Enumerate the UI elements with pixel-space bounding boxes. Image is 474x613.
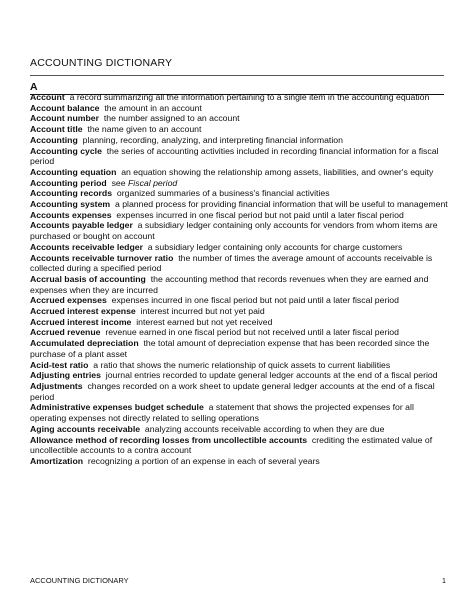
dictionary-entry xyxy=(30,327,448,338)
entry-definition: expenses incurred in one fiscal period but not paid until a later fiscal period xyxy=(106,295,399,306)
entry-term: Accrual basis of accounting xyxy=(30,273,146,284)
dictionary-entry xyxy=(30,220,448,241)
entry-term: Adjusting entries xyxy=(30,370,101,381)
entry-definition: the accounting method that records revenues when they are earned and expenses when they are incurred xyxy=(30,273,431,295)
entry-term: Accounting system xyxy=(30,199,111,210)
entry-definition: a ratio that shows the numeric relationship of quick assets to current liabilities xyxy=(88,359,391,370)
entry-definition: the series of accounting activities included in recording financial information for a fiscal period xyxy=(30,145,441,167)
entry-term: Accounts expenses xyxy=(30,209,112,220)
entry-term: Account balance xyxy=(30,102,100,113)
entry-definition: the number assigned to an account xyxy=(99,113,240,124)
entry-term: Accounting xyxy=(30,134,78,145)
entry-term: Accrued expenses xyxy=(30,295,107,306)
dictionary-entry xyxy=(30,124,448,135)
entry-term: Account number xyxy=(30,113,100,124)
entry-definition: recognizing a portion of an expense in each of several years xyxy=(83,455,320,466)
dictionary-entry xyxy=(30,146,448,167)
dictionary-entry-list xyxy=(30,92,448,467)
dictionary-entry xyxy=(30,135,448,146)
entry-term: Account xyxy=(30,92,65,102)
entry-term: Accrued interest expense xyxy=(30,306,136,317)
dictionary-entry xyxy=(30,306,448,317)
entry-term: Aging accounts receivable xyxy=(30,423,141,434)
entry-term: Accounting cycle xyxy=(30,145,102,156)
entry-definition: revenue earned in one fiscal period but not received until a later fiscal period xyxy=(100,327,399,338)
entry-definition: journal entries recorded to update general ledger accounts at the end of a fiscal period xyxy=(100,370,438,381)
dictionary-entry xyxy=(30,381,448,402)
dictionary-entry xyxy=(30,295,448,306)
entry-definition: a record summarizing all the information pertaining to a single item in the accounting equation xyxy=(64,92,430,102)
entry-definition: see xyxy=(106,177,128,188)
entry-definition: changes recorded on a work sheet to update general ledger accounts at the end of a fiscal period xyxy=(30,380,438,402)
entry-definition: analyzing accounts receivable according to when they are due xyxy=(140,423,385,434)
entry-term: Account title xyxy=(30,124,83,135)
dictionary-entry xyxy=(30,402,448,423)
footer-title: ACCOUNTING DICTIONARY xyxy=(30,576,129,585)
entry-term: Accumulated depreciation xyxy=(30,338,139,349)
entry-term: Accounts receivable turnover ratio xyxy=(30,252,174,263)
entry-term: Accounting period xyxy=(30,177,107,188)
entry-definition: a statement that shows the projected expenses for all operating expenses not directly related to selling operations xyxy=(30,402,417,424)
entry-term: Accounts receivable ledger xyxy=(30,241,143,252)
entry-definition: expenses incurred in one fiscal period but not paid until a later fiscal period xyxy=(111,209,404,220)
entry-term: Accrued revenue xyxy=(30,327,101,338)
entry-term: Accounting equation xyxy=(30,166,117,177)
entry-definition: the amount in an account xyxy=(99,102,202,113)
entry-term: Administrative expenses budget schedule xyxy=(30,402,204,413)
dictionary-entry xyxy=(30,92,448,103)
dictionary-entry xyxy=(30,424,448,435)
title-divider xyxy=(30,75,444,76)
entry-term: Adjustments xyxy=(30,380,83,391)
entry-term: Accounts payable ledger xyxy=(30,220,133,231)
entry-term: Acid-test ratio xyxy=(30,359,89,370)
dictionary-entry xyxy=(30,199,448,210)
dictionary-entry xyxy=(30,242,448,253)
section-letter-heading: A xyxy=(30,81,38,93)
entry-definition: interest incurred but not yet paid xyxy=(135,306,265,317)
entry-definition: planning, recording, analyzing, and interpreting financial information xyxy=(77,134,343,145)
dictionary-entry xyxy=(30,456,448,467)
entry-see-also: Fiscal period xyxy=(128,177,178,188)
dictionary-entry xyxy=(30,167,448,178)
entry-definition: the name given to an account xyxy=(82,124,202,135)
document-title: ACCOUNTING DICTIONARY xyxy=(30,57,173,69)
dictionary-entry xyxy=(30,253,448,274)
footer-page-number: 1 xyxy=(441,576,446,585)
dictionary-entry xyxy=(30,178,448,189)
dictionary-entry xyxy=(30,360,448,371)
dictionary-entry xyxy=(30,370,448,381)
entry-term: Accrued interest income xyxy=(30,316,132,327)
entry-definition: an equation showing the relationship among assets, liabilities, and owner's equity xyxy=(116,166,434,177)
entry-definition: a subsidiary ledger containing only accounts for vendors from whom items are purchased or bought on account xyxy=(30,220,440,242)
dictionary-entry xyxy=(30,338,448,359)
dictionary-entry xyxy=(30,103,448,114)
entry-definition: crediting the estimated value of uncollectible accounts to a contra account xyxy=(30,434,435,456)
entry-definition: a planned process for providing financial information that will be useful to management xyxy=(110,199,448,210)
entry-definition: the total amount of depreciation expense that has been recorded since the purchase of a plant asset xyxy=(30,338,432,359)
dictionary-entry xyxy=(30,274,448,295)
entry-term: Accounting records xyxy=(30,188,113,199)
entry-term: Amortization xyxy=(30,455,84,466)
dictionary-entry xyxy=(30,317,448,328)
entry-term: Allowance method of recording losses from uncollectible accounts xyxy=(30,434,308,445)
entry-definition: organized summaries of a business's financial activities xyxy=(112,188,330,199)
entry-definition: the number of times the average amount of accounts receivable is collected during a specified period xyxy=(30,252,435,274)
dictionary-entry xyxy=(30,113,448,124)
dictionary-entry xyxy=(30,188,448,199)
entry-definition: interest earned but not yet received xyxy=(131,316,273,327)
entry-definition: a subsidiary ledger containing only accounts for charge customers xyxy=(142,241,403,252)
dictionary-entry xyxy=(30,435,448,456)
dictionary-entry xyxy=(30,210,448,221)
